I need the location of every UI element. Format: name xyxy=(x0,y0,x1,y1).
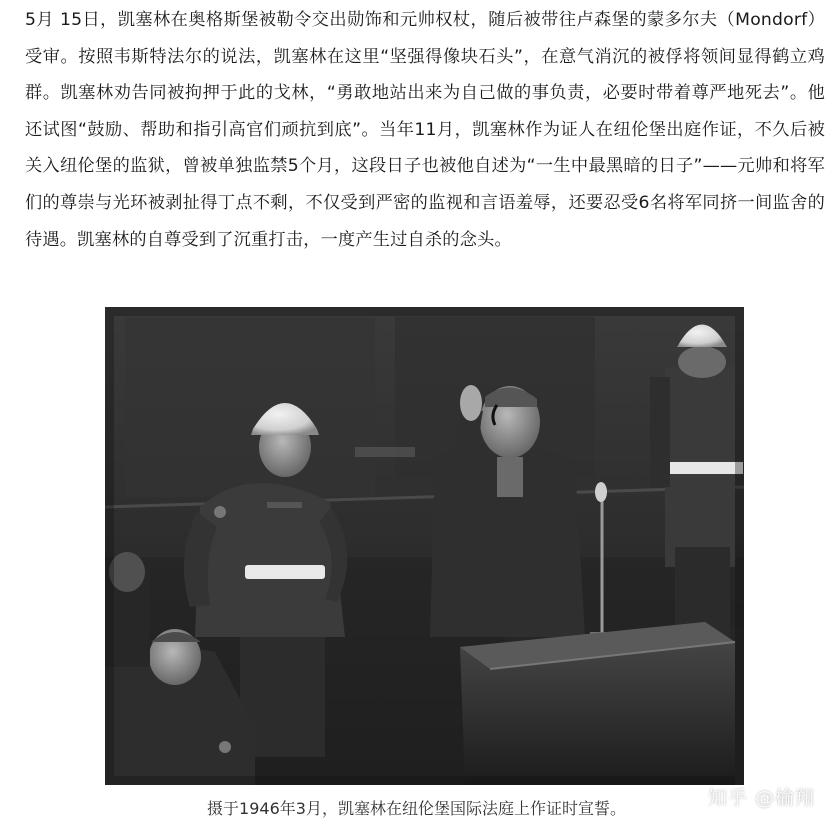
watermark: 知乎 @榆翔 xyxy=(707,787,815,809)
article-paragraph: 5月 15日，凯塞林在奥格斯堡被勒令交出勋饰和元帅权杖，随后被带往卢森堡的蒙多尔夫（Mondorf）受审。按照韦斯特法尔的说法，凯塞林在这里“坚强得像块石头”，在意气消沉的被俘将领间显得鹤立鸡群。凯塞林劝告同被拘押于此的戈林，“勇敢地站出来为自己做的事负责，必要时带着尊严地死去”。他还试图“鼓励、帮助和指引高官们顽抗到底”。当年11月，凯塞林作为证人在纽伦堡出庭作证，不久后被关入纽伦堡的监狱，曾被单独监禁5个月，这段日子也被他自述为“一生中最黑暗的日子”——元帅和将军们的尊崇与光环被剥扯得丁点不剩，不仅受到严密的监视和言语羞辱，还要忍受6名将军同挤一间监舍的待遇。凯塞林的自尊受到了沉重打击，一度产生过自杀的念头。 xyxy=(25,10,825,250)
witness-box xyxy=(460,622,735,785)
courtroom-photo xyxy=(105,307,744,785)
photo-caption: 摄于1946年3月，凯塞林在纽伦堡国际法庭上作证时宣誓。 xyxy=(207,799,626,818)
courtroom-photo-illustration xyxy=(105,307,744,785)
